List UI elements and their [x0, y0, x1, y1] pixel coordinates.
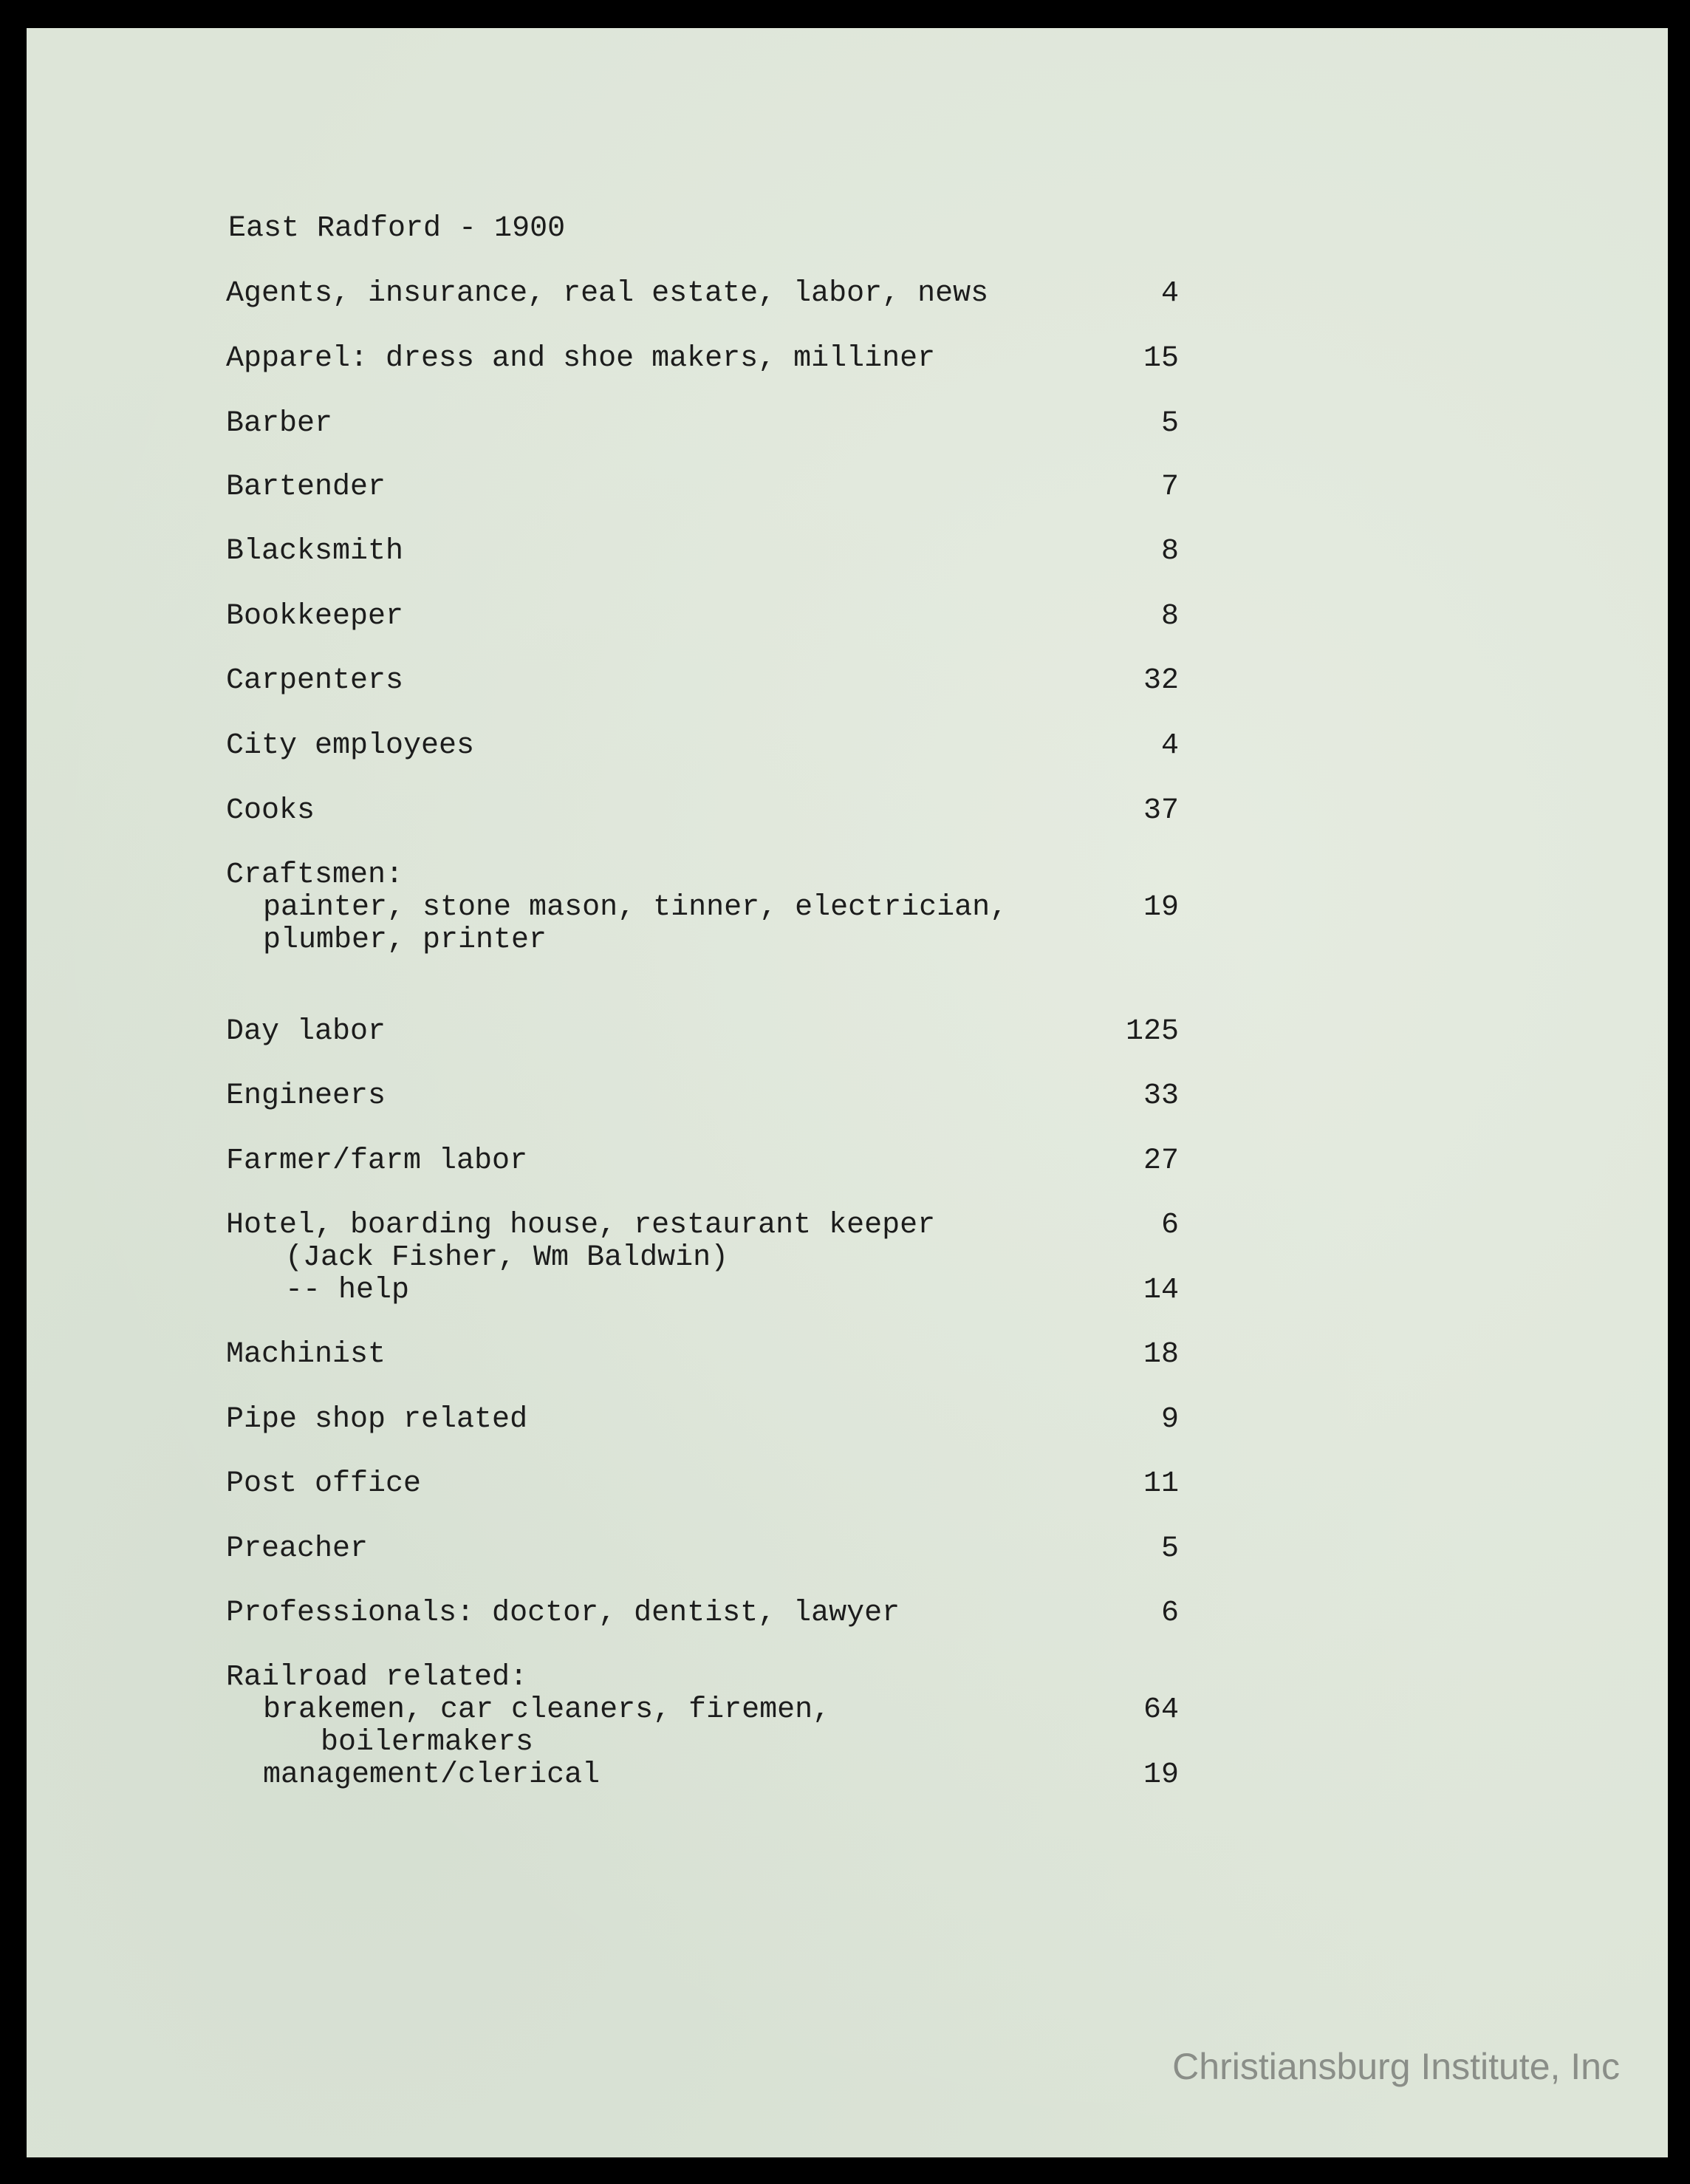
occupation-count: 32	[1143, 664, 1179, 697]
occupation-count: 5	[1160, 1532, 1179, 1566]
watermark: Christiansburg Institute, Inc	[1172, 2046, 1620, 2087]
list-item	[226, 859, 1179, 957]
occupation-label: Engineers	[226, 1079, 386, 1113]
list-item	[226, 1468, 1179, 1501]
list-item	[226, 1533, 1179, 1566]
list-item	[226, 278, 1179, 310]
occupation-count: 18	[1143, 1338, 1179, 1371]
occupation-count: 19	[1143, 891, 1179, 924]
occupation-label: Craftsmen:	[226, 859, 404, 892]
paper-sheet	[27, 28, 1668, 2157]
occupation-sublabel: -- help	[285, 1274, 410, 1307]
occupation-count: 15	[1143, 342, 1179, 375]
list-item	[226, 601, 1179, 633]
occupation-sublabel: (Jack Fisher, Wm Baldwin)	[285, 1241, 729, 1274]
document-body	[27, 28, 1668, 2157]
list-item	[226, 1404, 1179, 1436]
list-item	[226, 1016, 1179, 1048]
list-item	[226, 1145, 1179, 1178]
occupation-sublabel: plumber, printer	[263, 924, 547, 957]
list-item	[226, 536, 1179, 568]
occupation-label: Railroad related:	[226, 1661, 528, 1694]
list-item	[226, 1662, 1179, 1792]
occupation-count: 6	[1160, 1209, 1179, 1242]
list-item	[226, 795, 1179, 827]
list-item	[226, 471, 1179, 504]
list-item	[226, 1209, 1179, 1307]
occupation-label: Post office	[226, 1467, 422, 1501]
occupation-count: 4	[1160, 729, 1179, 762]
occupation-count: 37	[1143, 794, 1179, 827]
occupation-label: Bookkeeper	[226, 600, 404, 633]
occupation-sublabel: boilermakers	[321, 1726, 534, 1759]
list-item	[226, 730, 1179, 762]
occupation-label: City employees	[226, 729, 475, 762]
list-item	[226, 665, 1179, 697]
occupation-label: Machinist	[226, 1338, 386, 1371]
list-item	[226, 1339, 1179, 1371]
occupation-count: 4	[1160, 277, 1179, 310]
list-item	[226, 343, 1179, 375]
occupation-count: 125	[1125, 1015, 1179, 1048]
occupation-label: Blacksmith	[226, 535, 404, 568]
occupation-count: 11	[1143, 1467, 1179, 1501]
occupation-label: Day labor	[226, 1015, 386, 1048]
occupation-label: Hotel, boarding house, restaurant keeper	[226, 1209, 936, 1242]
occupation-count: 9	[1160, 1403, 1179, 1436]
occupation-label: Apparel: dress and shoe makers, milliner	[226, 342, 936, 375]
list-item	[226, 408, 1179, 440]
occupation-sublabel: management/clerical	[263, 1758, 601, 1792]
occupation-count: 19	[1143, 1758, 1179, 1792]
occupation-count: 64	[1143, 1693, 1179, 1727]
occupation-count: 27	[1143, 1144, 1179, 1178]
occupation-label: Carpenters	[226, 664, 404, 697]
page-title: East Radford - 1900	[228, 212, 566, 245]
occupation-label: Cooks	[226, 794, 315, 827]
occupation-label: Farmer/farm labor	[226, 1144, 528, 1178]
occupation-label: Pipe shop related	[226, 1403, 528, 1436]
occupation-count: 8	[1160, 535, 1179, 568]
occupation-label: Professionals: doctor, dentist, lawyer	[226, 1597, 900, 1630]
occupation-count: 8	[1160, 600, 1179, 633]
occupation-count: 7	[1160, 471, 1179, 504]
occupation-label: Agents, insurance, real estate, labor, news	[226, 277, 989, 310]
occupation-sublabel: brakemen, car cleaners, firemen,	[263, 1693, 831, 1727]
list-item	[226, 1597, 1179, 1630]
occupation-label: Bartender	[226, 471, 386, 504]
occupation-count: 6	[1160, 1597, 1179, 1630]
occupation-sublabel: painter, stone mason, tinner, electrician,	[263, 891, 1008, 924]
occupation-count: 14	[1143, 1274, 1179, 1307]
occupation-label: Preacher	[226, 1532, 369, 1566]
occupation-label: Barber	[226, 407, 333, 440]
occupation-count: 5	[1160, 407, 1179, 440]
occupation-count: 33	[1143, 1079, 1179, 1113]
list-item	[226, 1080, 1179, 1113]
